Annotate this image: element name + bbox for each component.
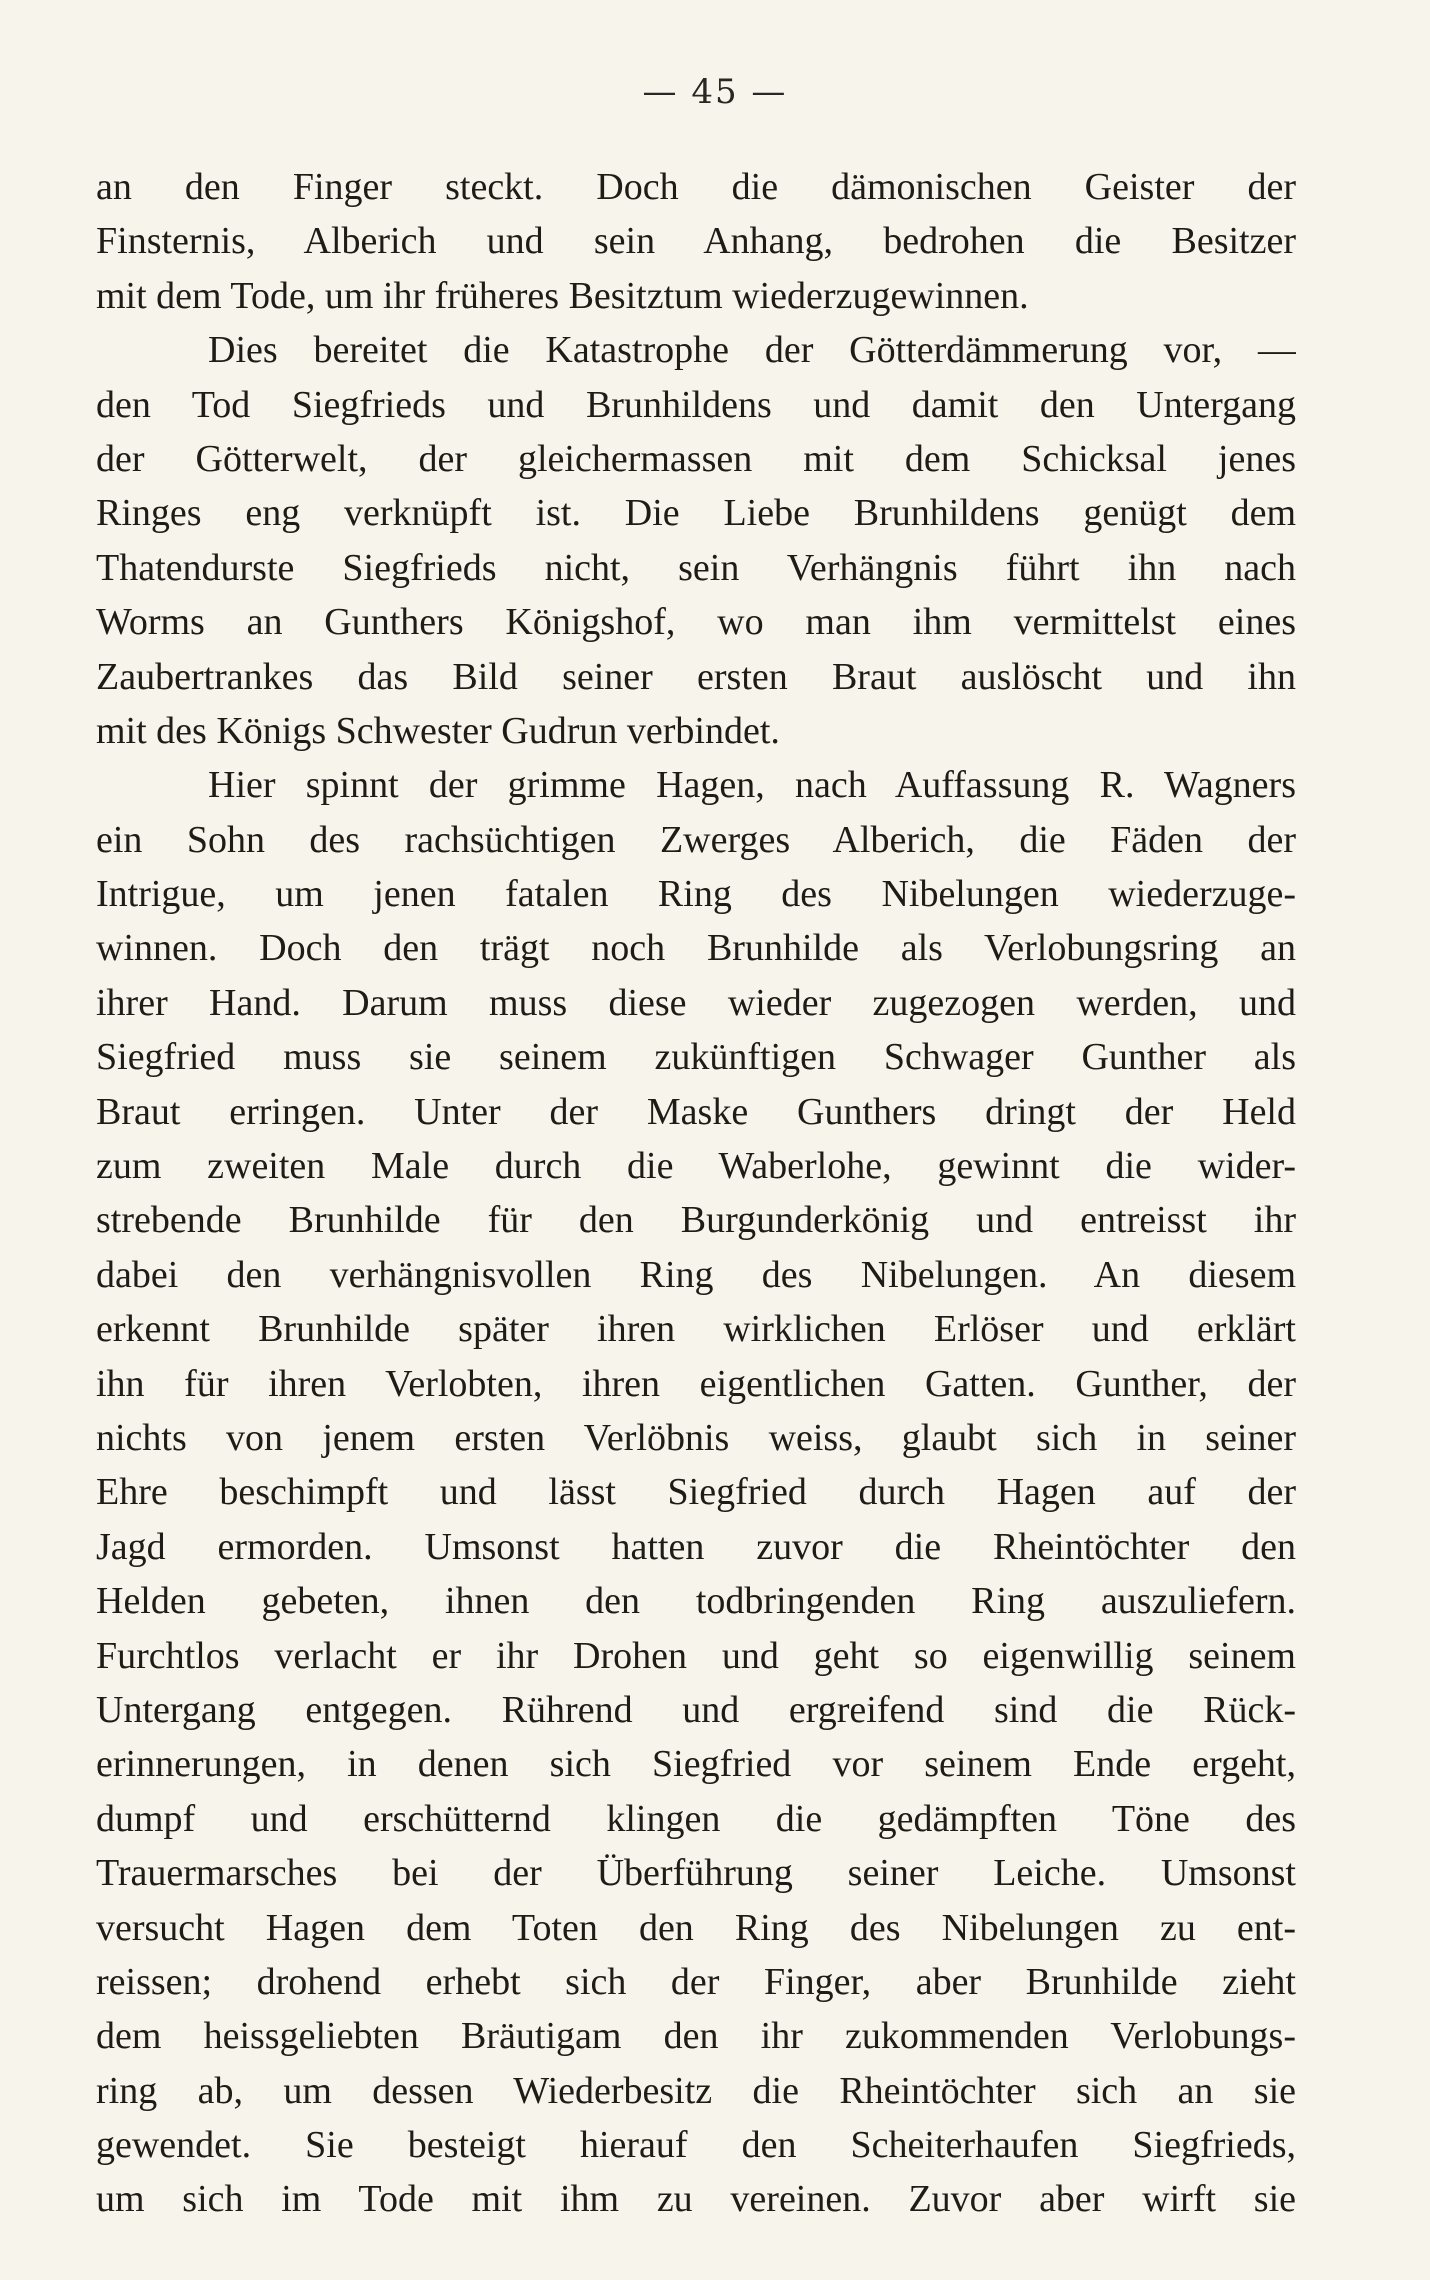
paragraph-3: [96, 758, 1296, 2227]
text-line: versucht Hagen dem Toten den Ring des Nibelungen zu ent-: [96, 1906, 1296, 1949]
text-line: Jagd ermorden. Umsonst hatten zuvor die Rheintöchter den: [96, 1525, 1296, 1568]
text-line: dabei den verhängnisvollen Ring des Nibelungen. An diesem: [96, 1253, 1296, 1296]
text-line: Dies bereitet die Katastrophe der Götterdämmerung vor, —: [208, 329, 1296, 372]
text-line: ring ab, um dessen Wiederbesitz die Rheintöchter sich an sie: [96, 2069, 1296, 2112]
text-line: Zaubertrankes das Bild seiner ersten Braut auslöscht und ihn: [96, 655, 1296, 698]
page-number: — 45 —: [642, 72, 788, 112]
text-line: an den Finger steckt. Doch die dämonischen Geister der: [96, 166, 1296, 208]
text-line: Worms an Gunthers Königshof, wo man ihm vermittelst eines: [96, 601, 1296, 644]
text-line: Finsternis, Alberich und sein Anhang, bedrohen die Besitzer: [96, 220, 1296, 263]
text-line: Siegfried muss sie seinem zukünftigen Schwager Gunther als: [96, 1036, 1296, 1079]
text-line: um sich im Tode mit ihm zu vereinen. Zuvor aber wirft sie: [96, 2178, 1296, 2221]
text-line: Untergang entgegen. Rührend und ergreifend sind die Rück-: [96, 1688, 1296, 1731]
text-line: strebende Brunhilde für den Burgunderkönig und entreisst ihr: [96, 1199, 1296, 1242]
text-line: zum zweiten Male durch die Waberlohe, gewinnt die wider-: [96, 1145, 1296, 1188]
text-line: Helden gebeten, ihnen den todbringenden Ring auszuliefern.: [96, 1580, 1296, 1623]
text-line: ein Sohn des rachsüchtigen Zwerges Alberich, die Fäden der: [96, 818, 1296, 861]
text-line: erkennt Brunhilde später ihren wirklichen Erlöser und erklärt: [96, 1308, 1296, 1351]
text-line: Hier spinnt der grimme Hagen, nach Auffassung R. Wagners: [208, 764, 1296, 807]
text-line: winnen. Doch den trägt noch Brunhilde als Verlobungsring an: [96, 927, 1296, 970]
text-line: Braut erringen. Unter der Maske Gunthers dringt der Held: [96, 1090, 1296, 1133]
paragraph-1: [96, 160, 1296, 323]
text-line: dumpf und erschütternd klingen die gedämpften Töne des: [96, 1797, 1296, 1840]
body-text: [96, 160, 1296, 2227]
text-line: Trauermarsches bei der Überführung seiner Leiche. Umsonst: [96, 1852, 1296, 1895]
text-line: ihrer Hand. Darum muss diese wieder zugezogen werden, und: [96, 981, 1296, 1024]
text-line: nichts von jenem ersten Verlöbnis weiss, glaubt sich in seiner: [96, 1416, 1296, 1459]
text-line: dem heissgeliebten Bräutigam den ihr zukommenden Verlobungs-: [96, 2015, 1296, 2058]
text-line: erinnerungen, in denen sich Siegfried vor seinem Ende ergeht,: [96, 1743, 1296, 1786]
text-line: Thatendurste Siegfrieds nicht, sein Verhängnis führt ihn nach: [96, 546, 1296, 589]
paragraph-2: [96, 323, 1296, 758]
text-line: ihn für ihren Verlobten, ihren eigentlichen Gatten. Gunther, der: [96, 1362, 1296, 1405]
text-line: Furchtlos verlacht er ihr Drohen und geht so eigenwillig seinem: [96, 1634, 1296, 1677]
text-line: reissen; drohend erhebt sich der Finger, aber Brunhilde zieht: [96, 1960, 1296, 2003]
text-line: Ehre beschimpft und lässt Siegfried durch Hagen auf der: [96, 1471, 1296, 1514]
text-line: den Tod Siegfrieds und Brunhildens und damit den Untergang: [96, 383, 1296, 426]
text-line: mit des Königs Schwester Gudrun verbindet.: [96, 709, 780, 752]
text-line: Ringes eng verknüpft ist. Die Liebe Brunhildens genügt dem: [96, 492, 1296, 535]
text-line: gewendet. Sie besteigt hierauf den Scheiterhaufen Siegfrieds,: [96, 2124, 1296, 2167]
text-line: Intrigue, um jenen fatalen Ring des Nibelungen wiederzuge-: [96, 873, 1296, 916]
text-line: mit dem Tode, um ihr früheres Besitztum wiederzugewinnen.: [96, 274, 1029, 317]
text-line: der Götterwelt, der gleichermassen mit dem Schicksal jenes: [96, 437, 1296, 480]
